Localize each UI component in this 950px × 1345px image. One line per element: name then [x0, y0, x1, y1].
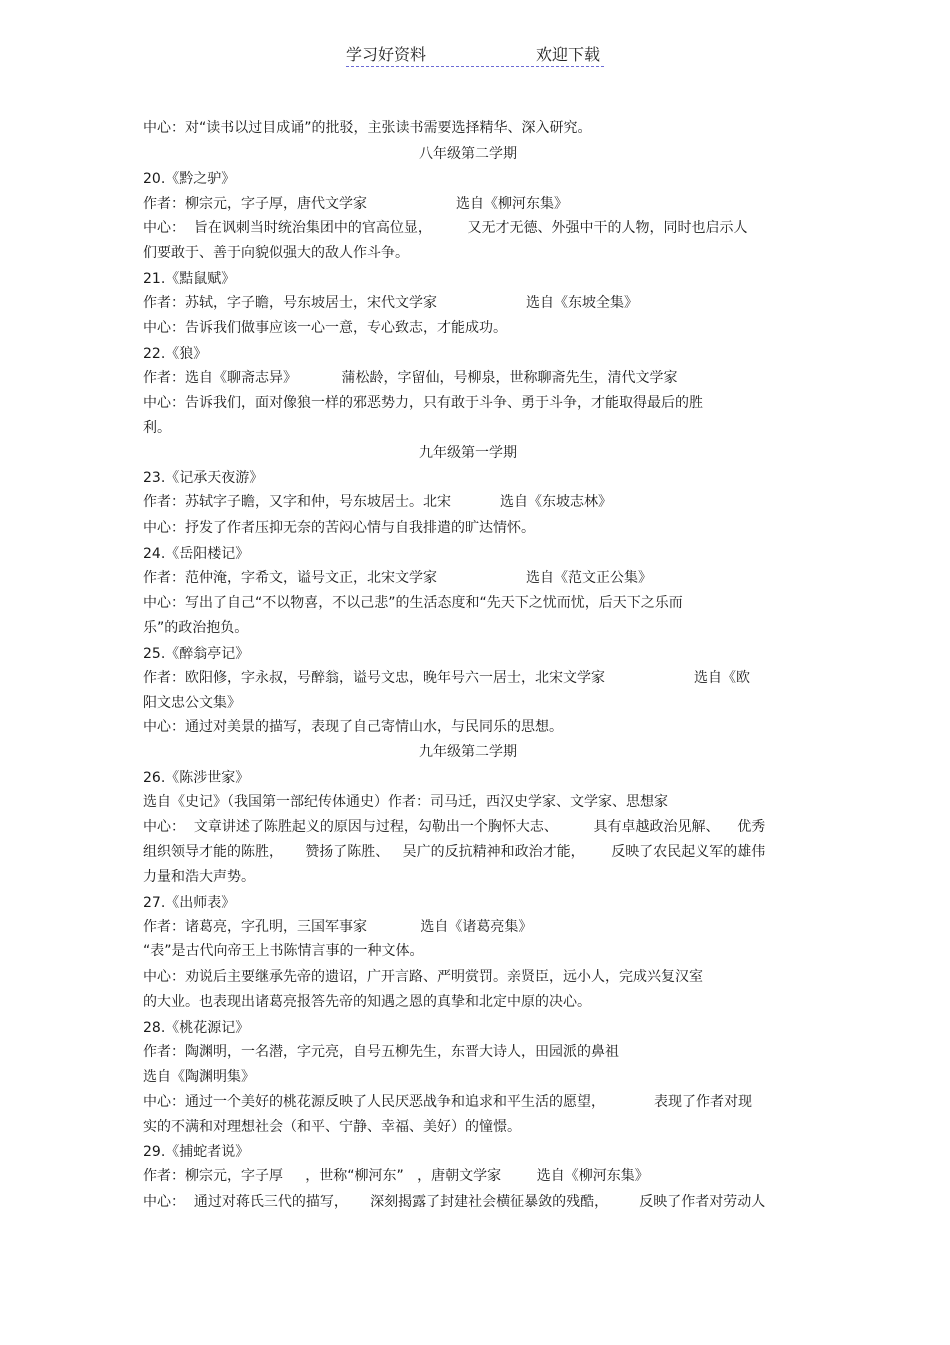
text-line: 力量和浩大声势。	[143, 869, 255, 885]
text-line: “表”是古代向帝王上书陈情言事的一种文体。	[143, 943, 424, 959]
text-line: 21.《黠鼠赋》	[143, 271, 236, 287]
text-line: 20.《黔之驴》	[143, 171, 236, 187]
text-line: 中心：通过对美景的描写，表现了自己寄情山水，与民同乐的思想。	[143, 719, 563, 735]
text-line: 29.《捕蛇者说》	[143, 1144, 250, 1160]
text-line: 乐”的政治抱负。	[143, 620, 249, 636]
header-right-text: 欢迎下载	[535, 45, 600, 64]
text-line: 中心：告诉我们做事应该一心一意，专心致志，才能成功。	[143, 320, 507, 336]
text-line: 28.《桃花源记》	[143, 1020, 250, 1036]
text-line: 选自《陶渊明集》	[143, 1069, 255, 1085]
text-line: 作者：苏轼，字子瞻，号东坡居士，宋代文学家 选自《东坡全集》	[143, 295, 639, 311]
text-line: 作者：范仲淹，字希文，谥号文正，北宋文学家 选自《范文正公集》	[143, 570, 653, 586]
section-heading: 九年级第二学期	[419, 744, 517, 760]
text-line: 利。	[143, 420, 171, 436]
text-line: 的大业。也表现出诸葛亮报答先帝的知遇之恩的真挚和北定中原的决心。	[143, 994, 591, 1010]
text-line: 作者：柳宗元，字子厚 ，世称“柳河东” ，唐朝文学家 选自《柳河东集》	[143, 1168, 649, 1184]
text-line: 组织领导才能的陈胜， 赞扬了陈胜、 吴广的反抗精神和政治才能， 反映了农民起义军的雄伟	[143, 844, 766, 860]
text-line: 阳文忠公文集》	[143, 695, 241, 711]
text-line: 27.《出师表》	[143, 895, 236, 911]
text-line: 中心：劝说后主要继承先帝的遗诏，广开言路、严明赏罚。亲贤臣，远小人，完成兴复汉室	[143, 969, 703, 985]
text-line: 作者：柳宗元，字子厚，唐代文学家 选自《柳河东集》	[143, 196, 569, 212]
text-line: 25.《醉翁亭记》	[143, 646, 250, 662]
section-heading: 九年级第一学期	[419, 445, 517, 461]
text-line: 中心：对“读书以过目成诵”的批驳，主张读书需要选择精华、深入研究。	[143, 120, 592, 136]
header-left-text: 学习好资料	[346, 45, 427, 64]
text-line: 中心：写出了自己“不以物喜，不以己悲”的生活态度和“先天下之忧而忧，后天下之乐而	[143, 595, 683, 611]
text-line: 作者：陶渊明，一名潜，字元亮，自号五柳先生，东晋大诗人，田园派的鼻祖	[143, 1044, 619, 1060]
text-line: 中心： 文章讲述了陈胜起义的原因与过程，勾勒出一个胸怀大志、 具有卓越政治见解、 优秀	[143, 819, 766, 835]
text-line: 中心： 旨在讽刺当时统治集团中的官高位显， 又无才无德、外强中干的人物，同时也启示人	[143, 220, 748, 236]
text-line: 中心：通过一个美好的桃花源反映了人民厌恶战争和追求和平生活的愿望， 表现了作者对现	[143, 1094, 752, 1110]
text-line: 中心： 通过对蒋氏三代的描写， 深刻揭露了封建社会横征暴敛的残酷， 反映了作者对劳动人	[143, 1194, 766, 1210]
text-line: 中心：抒发了作者压抑无奈的苦闷心情与自我排遣的旷达情怀。	[143, 520, 535, 536]
text-line: 实的不满和对理想社会（和平、宁静、幸福、美好）的憧憬。	[143, 1119, 521, 1135]
text-line: 作者：苏轼字子瞻，又字和仲，号东坡居士。北宋 选自《东坡志林》	[143, 494, 612, 510]
text-line: 中心：告诉我们，面对像狼一样的邪恶势力，只有敢于斗争、勇于斗争，才能取得最后的胜	[143, 395, 703, 411]
text-line: 22.《狼》	[143, 346, 208, 362]
text-line: 作者：诸葛亮，字孔明，三国军事家 选自《诸葛亮集》	[143, 919, 533, 935]
text-line: 23.《记承天夜游》	[143, 470, 264, 486]
text-line: 选自《史记》（我国第一部纪传体通史）作者：司马迁，西汉史学家、文学家、思想家	[143, 794, 668, 810]
text-line: 作者：选自《聊斋志异》 蒲松龄，字留仙，号柳泉，世称聊斋先生，清代文学家	[143, 370, 678, 386]
text-line: 26.《陈涉世家》	[143, 770, 250, 786]
page-header	[346, 40, 604, 67]
text-line: 作者：欧阳修，字永叔，号醉翁，谥号文忠，晚年号六一居士，北宋文学家 选自《欧	[143, 670, 751, 686]
section-heading: 八年级第二学期	[419, 146, 517, 162]
text-line: 们要敢于、善于向貌似强大的敌人作斗争。	[143, 245, 409, 261]
text-line: 24.《岳阳楼记》	[143, 546, 250, 562]
